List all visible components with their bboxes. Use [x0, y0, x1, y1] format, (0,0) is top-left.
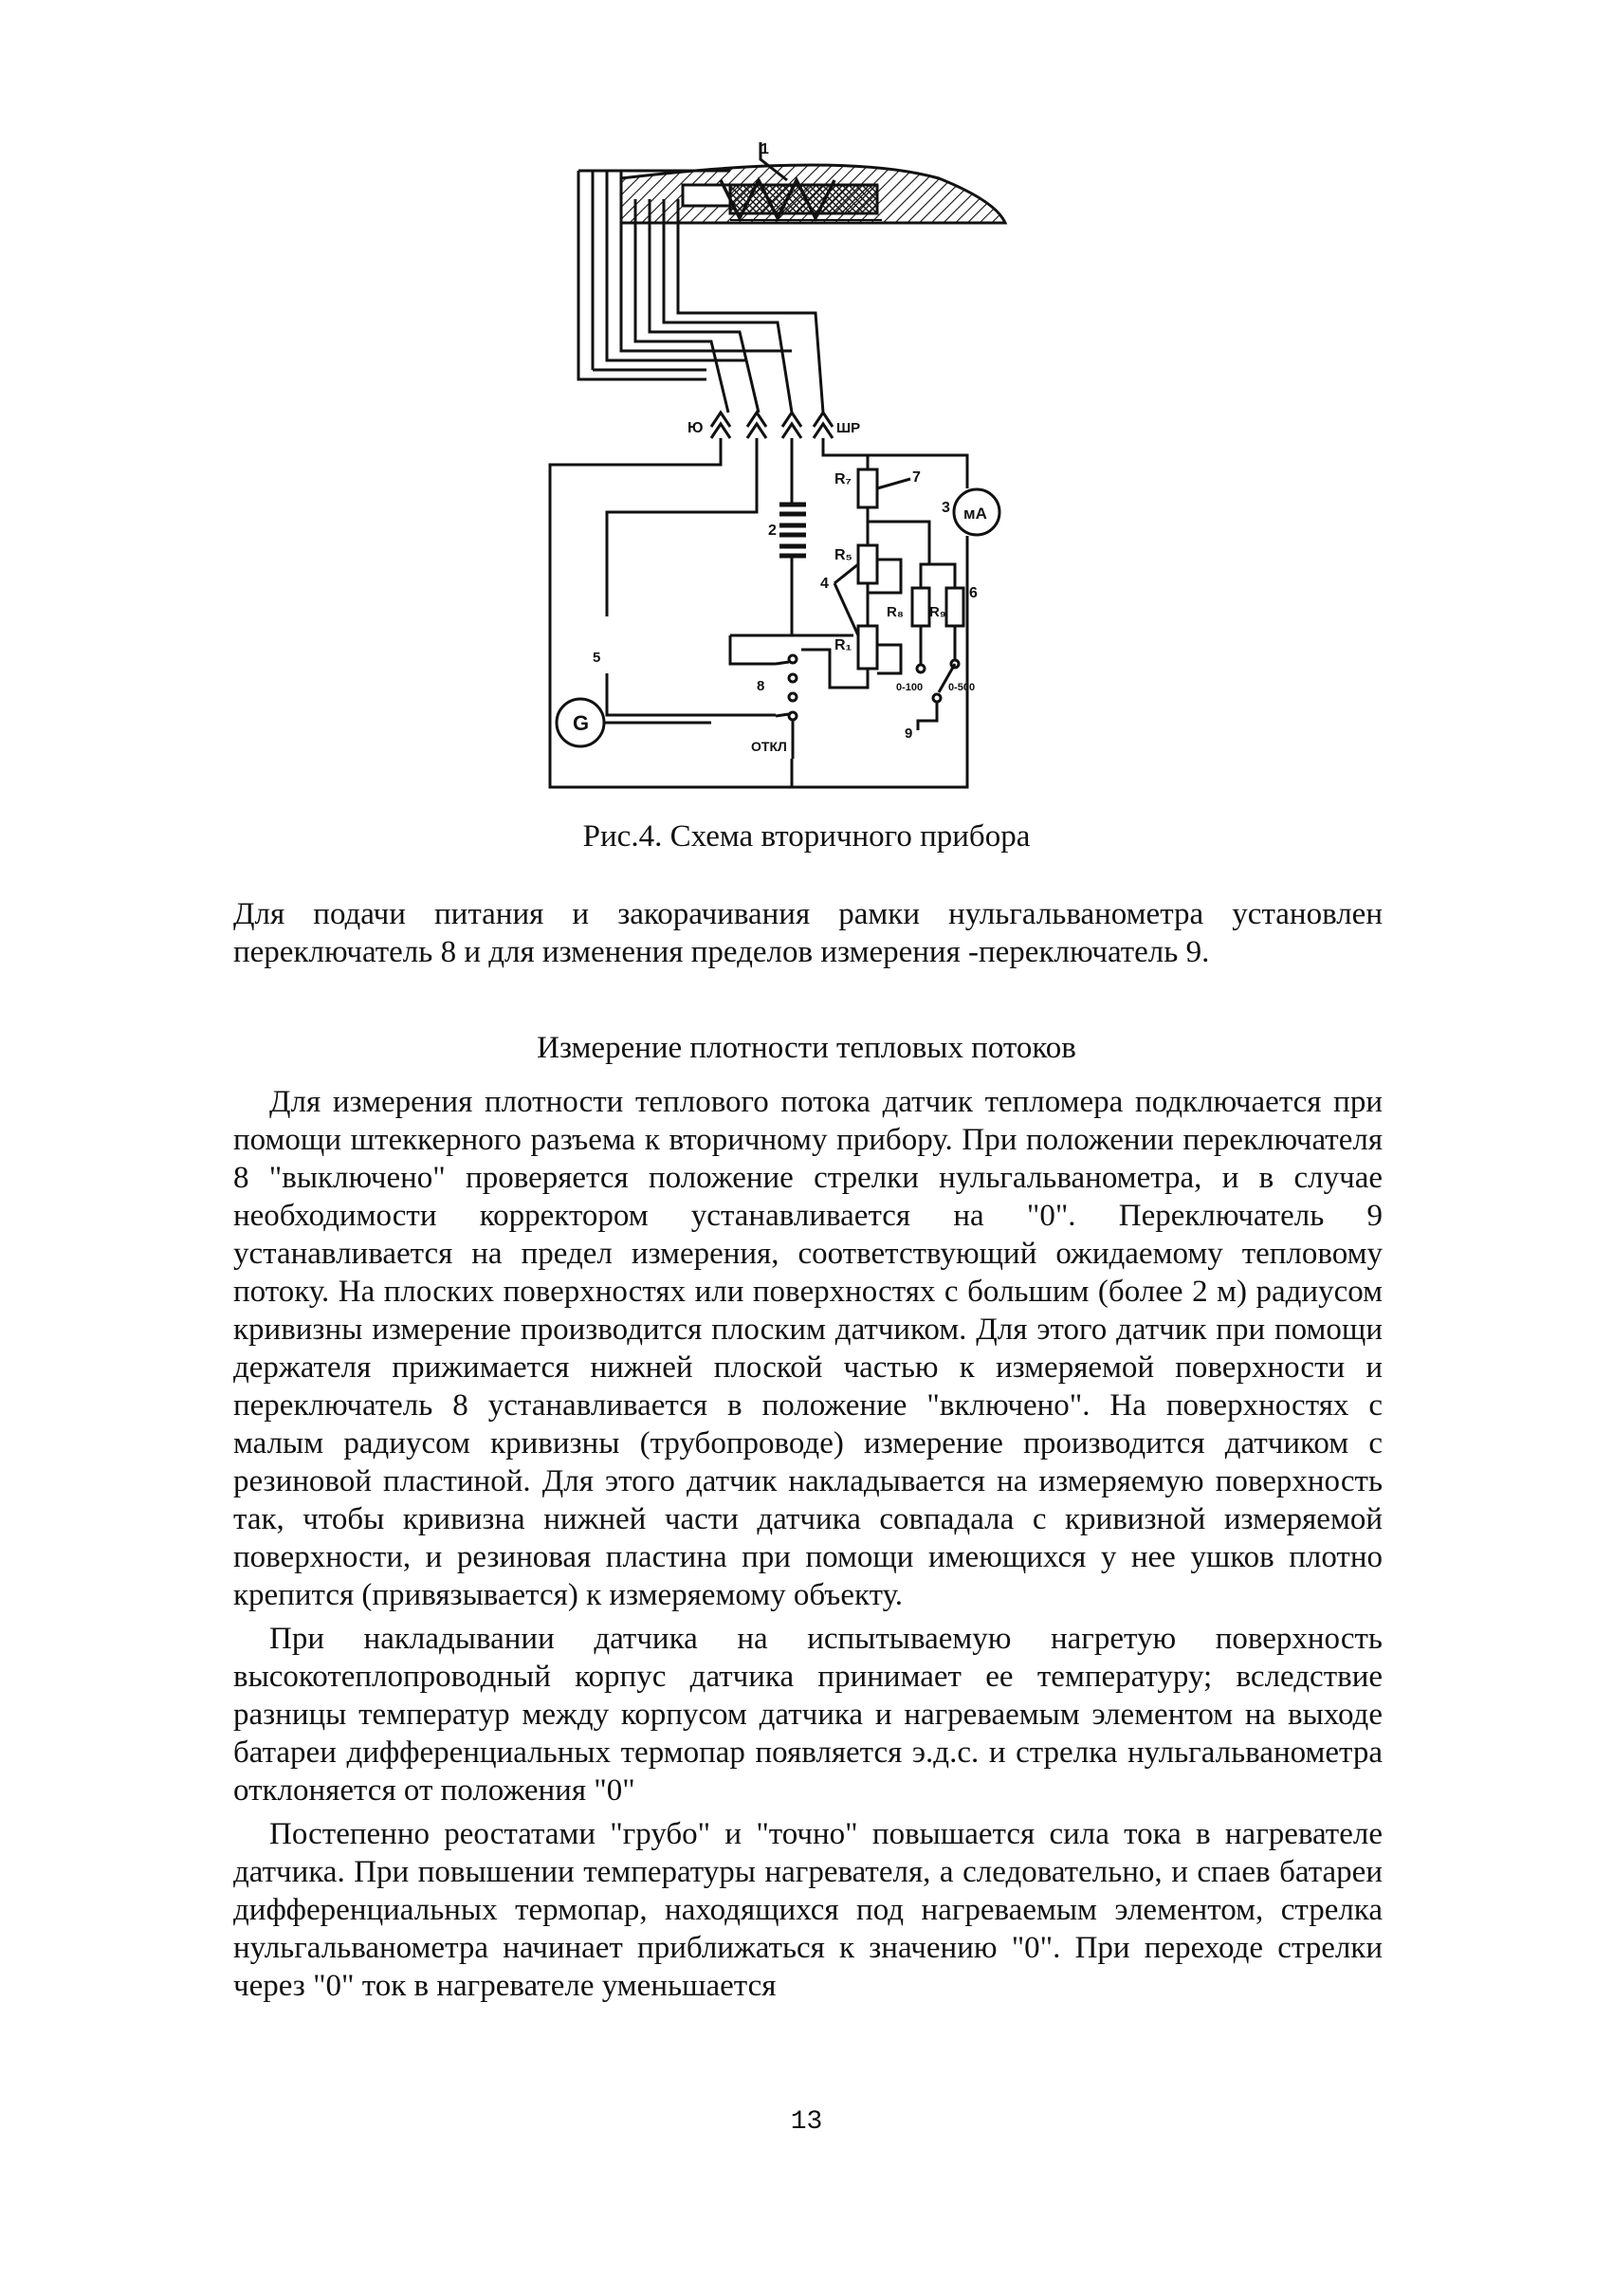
label-6: 6 [969, 585, 978, 601]
label-yu: Ю [687, 420, 704, 436]
battery [779, 505, 806, 556]
connector-2 [747, 413, 766, 438]
body-text [233, 1083, 1383, 2011]
paragraph-3: Постепенно реостатами "грубо" и "точно" повышается сила тока в нагревателе датчика. При повышении температуры нагревателя, а следовательно, и спаев батареи дифференциальных термопар, находящихся под нагреваемым элементом, стрелка нульгальванометра начинает приближаться к значению "0". При переходе стрелки через "0" ток в нагревателе уменьшается [233, 1817, 1383, 2003]
intro-paragraph: Для подачи питания и закорачивания рамки нульгальванометра установлен переключатель 8 и для изменения пределов измерения -переключатель 9. [233, 897, 1383, 969]
label-r9: R₉ [929, 604, 946, 620]
label-r1: R₁ [834, 637, 852, 653]
label-ma: мА [963, 505, 987, 523]
sensor-element [730, 185, 877, 213]
label-5: 5 [593, 650, 601, 666]
resistor-r7 [858, 469, 877, 507]
label-4: 4 [820, 576, 829, 592]
label-r7: R₇ [834, 471, 852, 487]
label-r5: R₅ [834, 547, 852, 563]
label-8: 8 [757, 678, 765, 694]
circuit-diagram [541, 142, 1128, 806]
label-3: 3 [942, 500, 950, 516]
label-r8: R₈ [887, 604, 904, 620]
label-2: 2 [768, 523, 777, 539]
label-g: G [573, 711, 590, 735]
resistor-r8 [912, 588, 929, 626]
label-pointer: 1 [761, 142, 769, 157]
resistor-r9 [946, 588, 963, 626]
connector-shr [814, 413, 833, 438]
figure-caption: Рис.4. Схема вторичного прибора [582, 819, 1031, 854]
label-shr: ШР [836, 420, 861, 436]
paragraph-2: При накладывании датчика на испытываемую нагретую поверхность высокотеплопроводный корпус датчика принимает ее температуру; вследствие разницы температур между корпусом датчика и нагреваемым элементом на выходе батареи дифференциальных термопар появляется э.д.с. и стрелка нульгальванометра отклоняется от положения "0" [233, 1622, 1383, 1808]
circuit-diagram-svg [541, 142, 1128, 806]
section-heading: Измерение плотности тепловых потоков [537, 1031, 1076, 1065]
resistor-r5 [858, 545, 877, 583]
page-number: 13 [790, 2107, 823, 2137]
label-otkl: ОТКЛ [751, 739, 787, 754]
label-7: 7 [912, 469, 921, 486]
label-range-100: 0-100 [896, 682, 924, 693]
label-range-500: 0-500 [948, 682, 976, 693]
paragraph-1: Для измерения плотности теплового потока датчик тепломера подключается при помощи штеккерного разъема к вторичному прибору. При положении переключателя 8 "выключено" проверяется положение стрелки нульгальванометра, и в случае необходимости корректором устанавливается на "0". Переключатель 9 устанавливается на предел измерения, соответствующий ожидаемому тепловому потоку. На плоских поверхностях или поверхностях с большим (более 2 м) радиусом кривизны измерение производится плоским датчиком. Для этого датчик при помощи держателя прижимается нижней плоской частью к измеряемой поверхности и переключатель 8 устанавливается в положение "включено". На поверхностях с малым радиусом кривизны (трубопроводе) измерение производится датчиком с резиновой пластиной. Для этого датчик накладывается на измеряемую поверхность так, чтобы кривизна нижней части датчика совпадала с кривизной измеряемой поверхности, и резиновая пластина при помощи имеющихся у нее ушков плотно крепится (привязывается) к измеряемому объекту. [233, 1085, 1383, 1612]
connector-3 [782, 413, 801, 438]
label-9: 9 [905, 726, 913, 742]
connector-yu [711, 413, 730, 438]
resistor-r1 [858, 626, 877, 669]
